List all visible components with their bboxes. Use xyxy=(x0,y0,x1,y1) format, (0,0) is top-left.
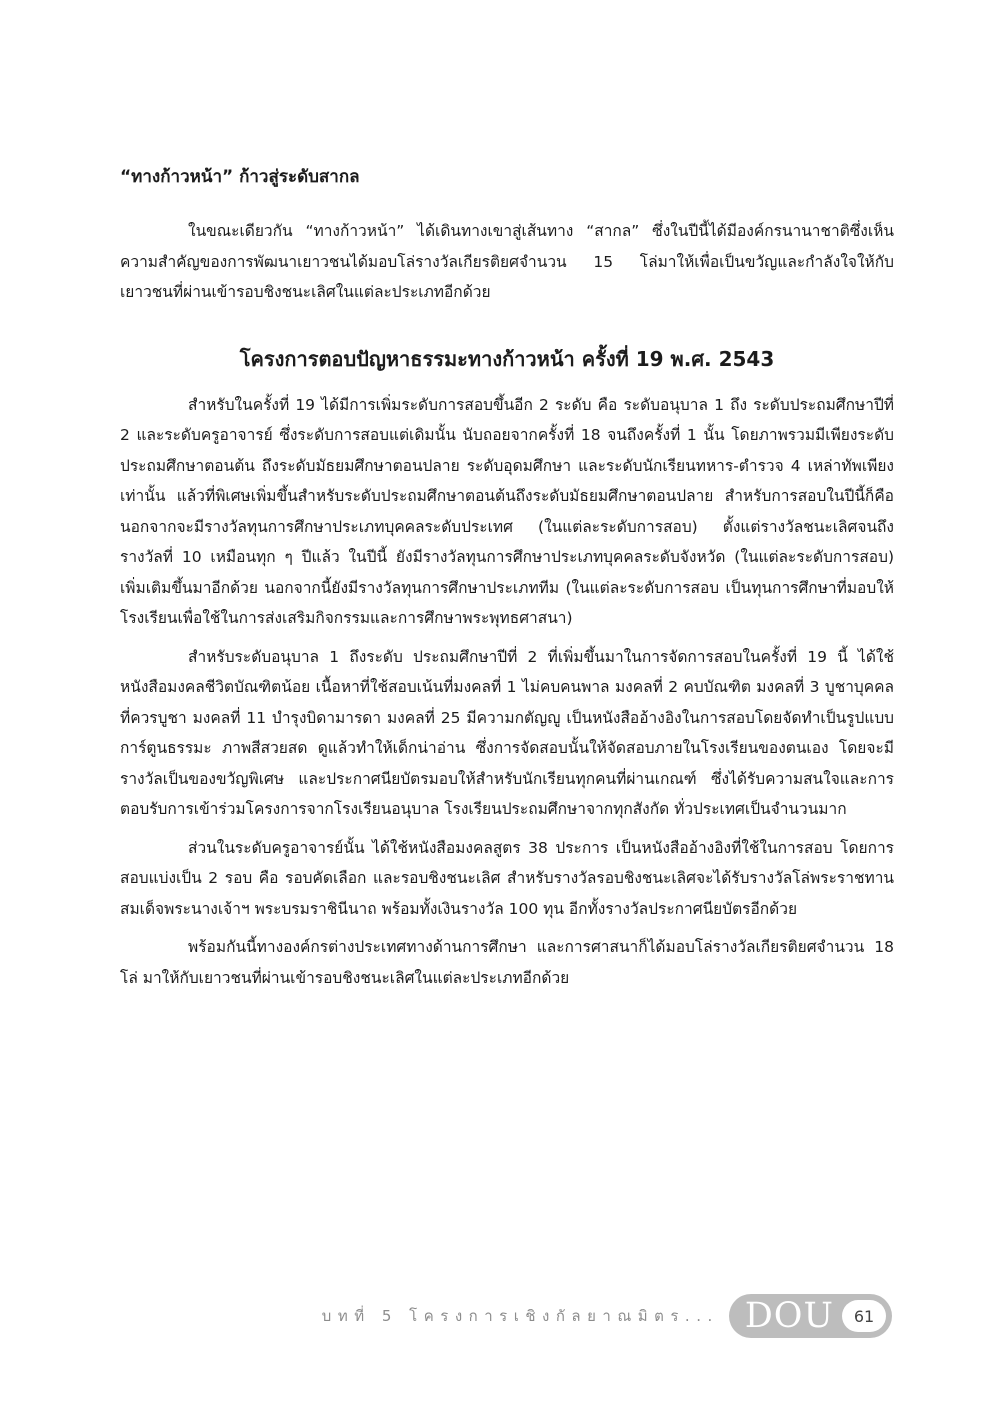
footer-chapter-title: บทที่ 5 โครงการเชิงกัลยาณมิตร... xyxy=(321,1307,719,1325)
section-title: โครงการตอบปัญหาธรรมะทางก้าวหน้า ครั้งที่ 19 พ.ศ. 2543 xyxy=(239,346,775,371)
subheading: “ทางก้าวหน้า” ก้าวสู่ระดับสากล xyxy=(120,167,360,187)
body-paragraph: สำหรับในครั้งที่ 19 ได้มีการเพิ่มระดับการสอบขึ้นอีก 2 ระดับ คือ ระดับอนุบาล 1 ถึง ระดับประถมศึกษาปีที่ 2 และระดับครูอาจารย์ ซึ่งระดับการสอบแต่เดิมนั้น นับถอยจากครั้งที่ 18 จนถึงครั้งที่ 1 นั้น โดยภาพรวมมีเพียงระดับประถมศึกษาตอนต้น ถึงระดับมัธยมศึกษาตอนปลาย ระดับอุดมศึกษา และระดับนักเรียนทหาร-ตำรวจ 4 เหล่าทัพเพียงเท่านั้น แล้วที่พิเศษเพิ่มขึ้นสำหรับระดับประถมศึกษาตอนต้นถึงระดับมัธยมศึกษาตอนปลาย สำหรับการสอบในปีนี้ก็คือ นอกจากจะมีรางวัลทุนการศึกษาประเภทบุคคลระดับประเทศ (ในแต่ละระดับการสอบ) ตั้งแต่รางวัลชนะเลิศจนถึงรางวัลที่ 10 เหมือนทุก ๆ ปีแล้ว ในปีนี้ ยังมีรางวัลทุนการศึกษาประเภทบุคคลระดับจังหวัด (ในแต่ละระดับการสอบ) เพิ่มเติมขึ้นมาอีกด้วย นอกจากนี้ยังมีรางวัลทุนการศึกษาประเภททีม (ในแต่ละระดับการสอบ เป็นทุนการศึกษาที่มอบให้โรงเรียนเพื่อใช้ในการส่งเสริมกิจกรรมและการศึกษาพระพุทธศาสนา) xyxy=(120,395,894,627)
dou-badge xyxy=(729,1294,892,1338)
dou-logo: DOU xyxy=(744,1296,834,1336)
body-paragraph: ส่วนในระดับครูอาจารย์นั้น ได้ใช้หนังสือมงคลสูตร 38 ประการ เป็นหนังสืออ้างอิงที่ใช้ในการสอบ โดยการสอบแบ่งเป็น 2 รอบ คือ รอบคัดเลือก และรอบชิงชนะเลิศ สำหรับรางวัลรอบชิงชนะเลิศจะได้รับรางวัลโล่พระราชทานสมเด็จพระนางเจ้าฯ พระบรมราชินีนาถ พร้อมทั้งเงินรางวัล 100 ทุน อีกทั้งรางวัลประกาศนียบัตรอีกด้วย xyxy=(120,838,894,918)
page-footer xyxy=(322,1294,892,1338)
intro-paragraph: ในขณะเดียวกัน “ทางก้าวหน้า” ได้เดินทางเขาสู่เส้นทาง “สากล” ซึ่งในปีนี้ได้มีองค์กรนานาชาติซึ่งเห็นความสำคัญของการพัฒนาเยาวชนได้มอบโล่รางวัลเกียรติยศจำนวน 15 โล่มาให้เพื่อเป็นขวัญและกำลังใจให้กับเยาวชนที่ผ่านเข้ารอบชิงชนะเลิศในแต่ละประเภทอีกด้วย xyxy=(120,222,894,301)
page-body xyxy=(120,162,894,1001)
page-number: 61 xyxy=(842,1300,886,1332)
body-paragraph: พร้อมกันนี้ทางองค์กรต่างประเทศทางด้านการศึกษา และการศาสนาก็ได้มอบโล่รางวัลเกียรติยศจำนวน 18 โล่ มาให้กับเยาวชนที่ผ่านเข้ารอบชิงชนะเลิศในแต่ละประเภทอีกด้วย xyxy=(120,938,894,987)
body-paragraph: สำหรับระดับอนุบาล 1 ถึงระดับ ประถมศึกษาปีที่ 2 ที่เพิ่มขึ้นมาในการจัดการสอบในครั้งที่ 19 นี้ ได้ใช้หนังสือมงคลชีวิตบัณฑิตน้อย เนื้อหาที่ใช้สอบเน้นที่มงคลที่ 1 ไม่คบคนพาล มงคลที่ 2 คบบัณฑิต มงคลที่ 3 บูชาบุคคลที่ควรบูชา มงคลที่ 11 บำรุงบิดามารดา มงคลที่ 25 มีความกตัญญู เป็นหนังสืออ้างอิงในการสอบโดยจัดทำเป็นรูปแบบการ์ตูนธรรมะ ภาพสีสวยสด ดูแล้วทำให้เด็กน่าอ่าน ซึ่งการจัดสอบนั้นให้จัดสอบภายในโรงเรียนของตนเอง โดยจะมีรางวัลเป็นของขวัญพิเศษ และประกาศนียบัตรมอบให้สำหรับนักเรียนทุกคนที่ผ่านเกณฑ์ ซึ่งได้รับความสนใจและการตอบรับการเข้าร่วมโครงการจากโรงเรียนอนุบาล โรงเรียนประถมศึกษาจากทุกสังกัด ทั่วประเทศเป็นจำนวนมาก xyxy=(120,647,894,818)
